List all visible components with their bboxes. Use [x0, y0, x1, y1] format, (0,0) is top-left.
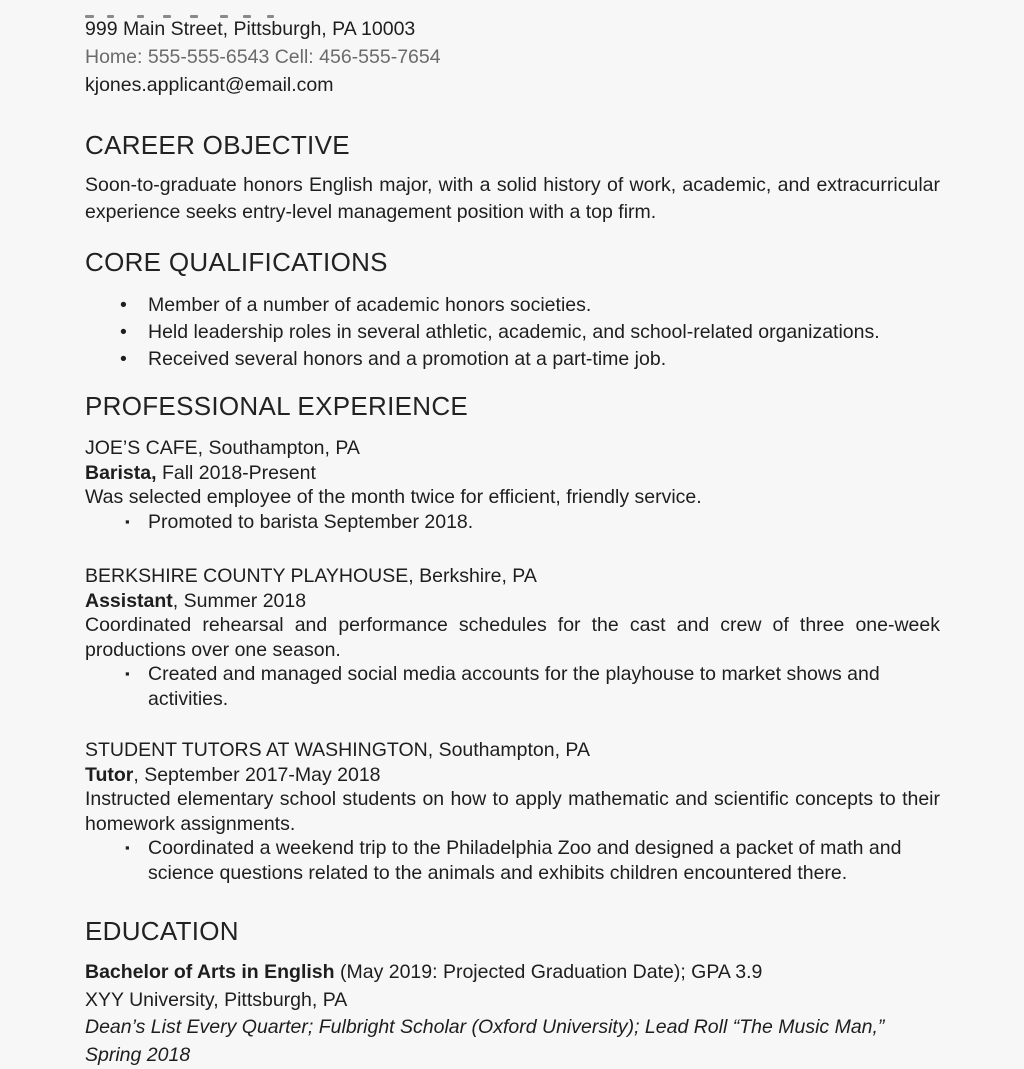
list-item: [85, 510, 940, 535]
education-honors: Dean’s List Every Quarter; Fulbright Scholar (Oxford University); Lead Roll “The Music Man,” Spring 2018: [85, 1016, 885, 1066]
contact-phones: Home: 555-555-6543 Cell: 456-555-7654: [85, 46, 441, 68]
job-bullet-list: [85, 662, 940, 711]
job-title-line: [85, 589, 940, 614]
contact-email: kjones.applicant@email.com: [85, 74, 334, 96]
list-item: [85, 346, 940, 373]
bullet-square-icon: ▪: [125, 840, 130, 855]
core-qualifications-list: [85, 292, 940, 373]
job-title: Assistant: [85, 589, 173, 612]
job-company: JOE’S CAFE, Southampton, PA: [85, 437, 360, 459]
job-summary: Was selected employee of the month twice for efficient, friendly service.: [85, 486, 702, 508]
job-entry: [85, 436, 940, 534]
job-bullet-text: Created and managed social media accounts for the playhouse to market shows and activities.: [148, 663, 880, 710]
job-title-line: [85, 763, 940, 788]
section-heading-career-objective: CAREER OBJECTIVE: [85, 130, 350, 160]
job-title: Barista,: [85, 461, 157, 484]
job-title-line: [85, 461, 940, 486]
job-dates: , September 2017-May 2018: [133, 763, 381, 786]
job-summary: Coordinated rehearsal and performance schedules for the cast and crew of three one-week productions over one season.: [85, 614, 940, 661]
section-heading-core-qualifications: CORE QUALIFICATIONS: [85, 247, 388, 277]
job-bullet-text: Promoted to barista September 2018.: [148, 510, 474, 533]
resume-page: [0, 15, 1024, 1066]
career-objective-text: Soon-to-graduate honors English major, with a solid history of work, academic, and extracurricular experience seeks entry-level management position with a top firm.: [85, 174, 940, 223]
contact-address: 999 Main Street, Pittsburgh, PA 10003: [85, 18, 416, 40]
job-entry: [85, 564, 940, 711]
name-cutoff-remnant: [85, 15, 285, 20]
bullet-dot-icon: •: [120, 321, 127, 343]
job-entry: [85, 738, 940, 885]
section-heading-professional-experience: PROFESSIONAL EXPERIENCE: [85, 391, 469, 421]
section-heading-education: EDUCATION: [85, 916, 239, 946]
education-degree: Bachelor of Arts in English: [85, 961, 335, 983]
job-company: BERKSHIRE COUNTY PLAYHOUSE, Berkshire, PA: [85, 565, 537, 587]
job-bullet-text: Coordinated a weekend trip to the Philadelphia Zoo and designed a packet of math and science questions related to the animals and exhibits children encountered there.: [148, 837, 902, 884]
qualification-text: Member of a number of academic honors societies.: [148, 294, 592, 316]
qualification-text: Received several honors and a promotion at a part-time job.: [148, 348, 667, 370]
bullet-square-icon: ▪: [125, 513, 130, 529]
job-summary: Instructed elementary school students on how to apply mathematic and scientific concepts to their homework assignments.: [85, 788, 940, 835]
job-bullet-list: [85, 836, 940, 885]
job-bullet-list: [85, 510, 940, 535]
bullet-square-icon: ▪: [125, 666, 130, 681]
education-degree-details: (May 2019: Projected Graduation Date); GPA 3.9: [334, 961, 763, 983]
job-dates: Fall 2018-Present: [156, 461, 316, 484]
bullet-dot-icon: •: [120, 294, 127, 316]
list-item: [85, 292, 940, 319]
list-item: [85, 319, 940, 346]
job-title: Tutor: [85, 763, 134, 786]
education-school: XYY University, Pittsburgh, PA: [85, 988, 348, 1011]
bullet-dot-icon: •: [120, 348, 127, 370]
job-company: STUDENT TUTORS AT WASHINGTON, Southampton, PA: [85, 739, 590, 761]
qualification-text: Held leadership roles in several athletic, academic, and school-related organizations.: [148, 321, 880, 343]
list-item: [85, 836, 940, 885]
education-block: [85, 959, 940, 1069]
contact-block: [85, 15, 940, 99]
education-degree-line: [85, 959, 940, 987]
job-dates: , Summer 2018: [172, 589, 307, 612]
list-item: [85, 662, 940, 711]
